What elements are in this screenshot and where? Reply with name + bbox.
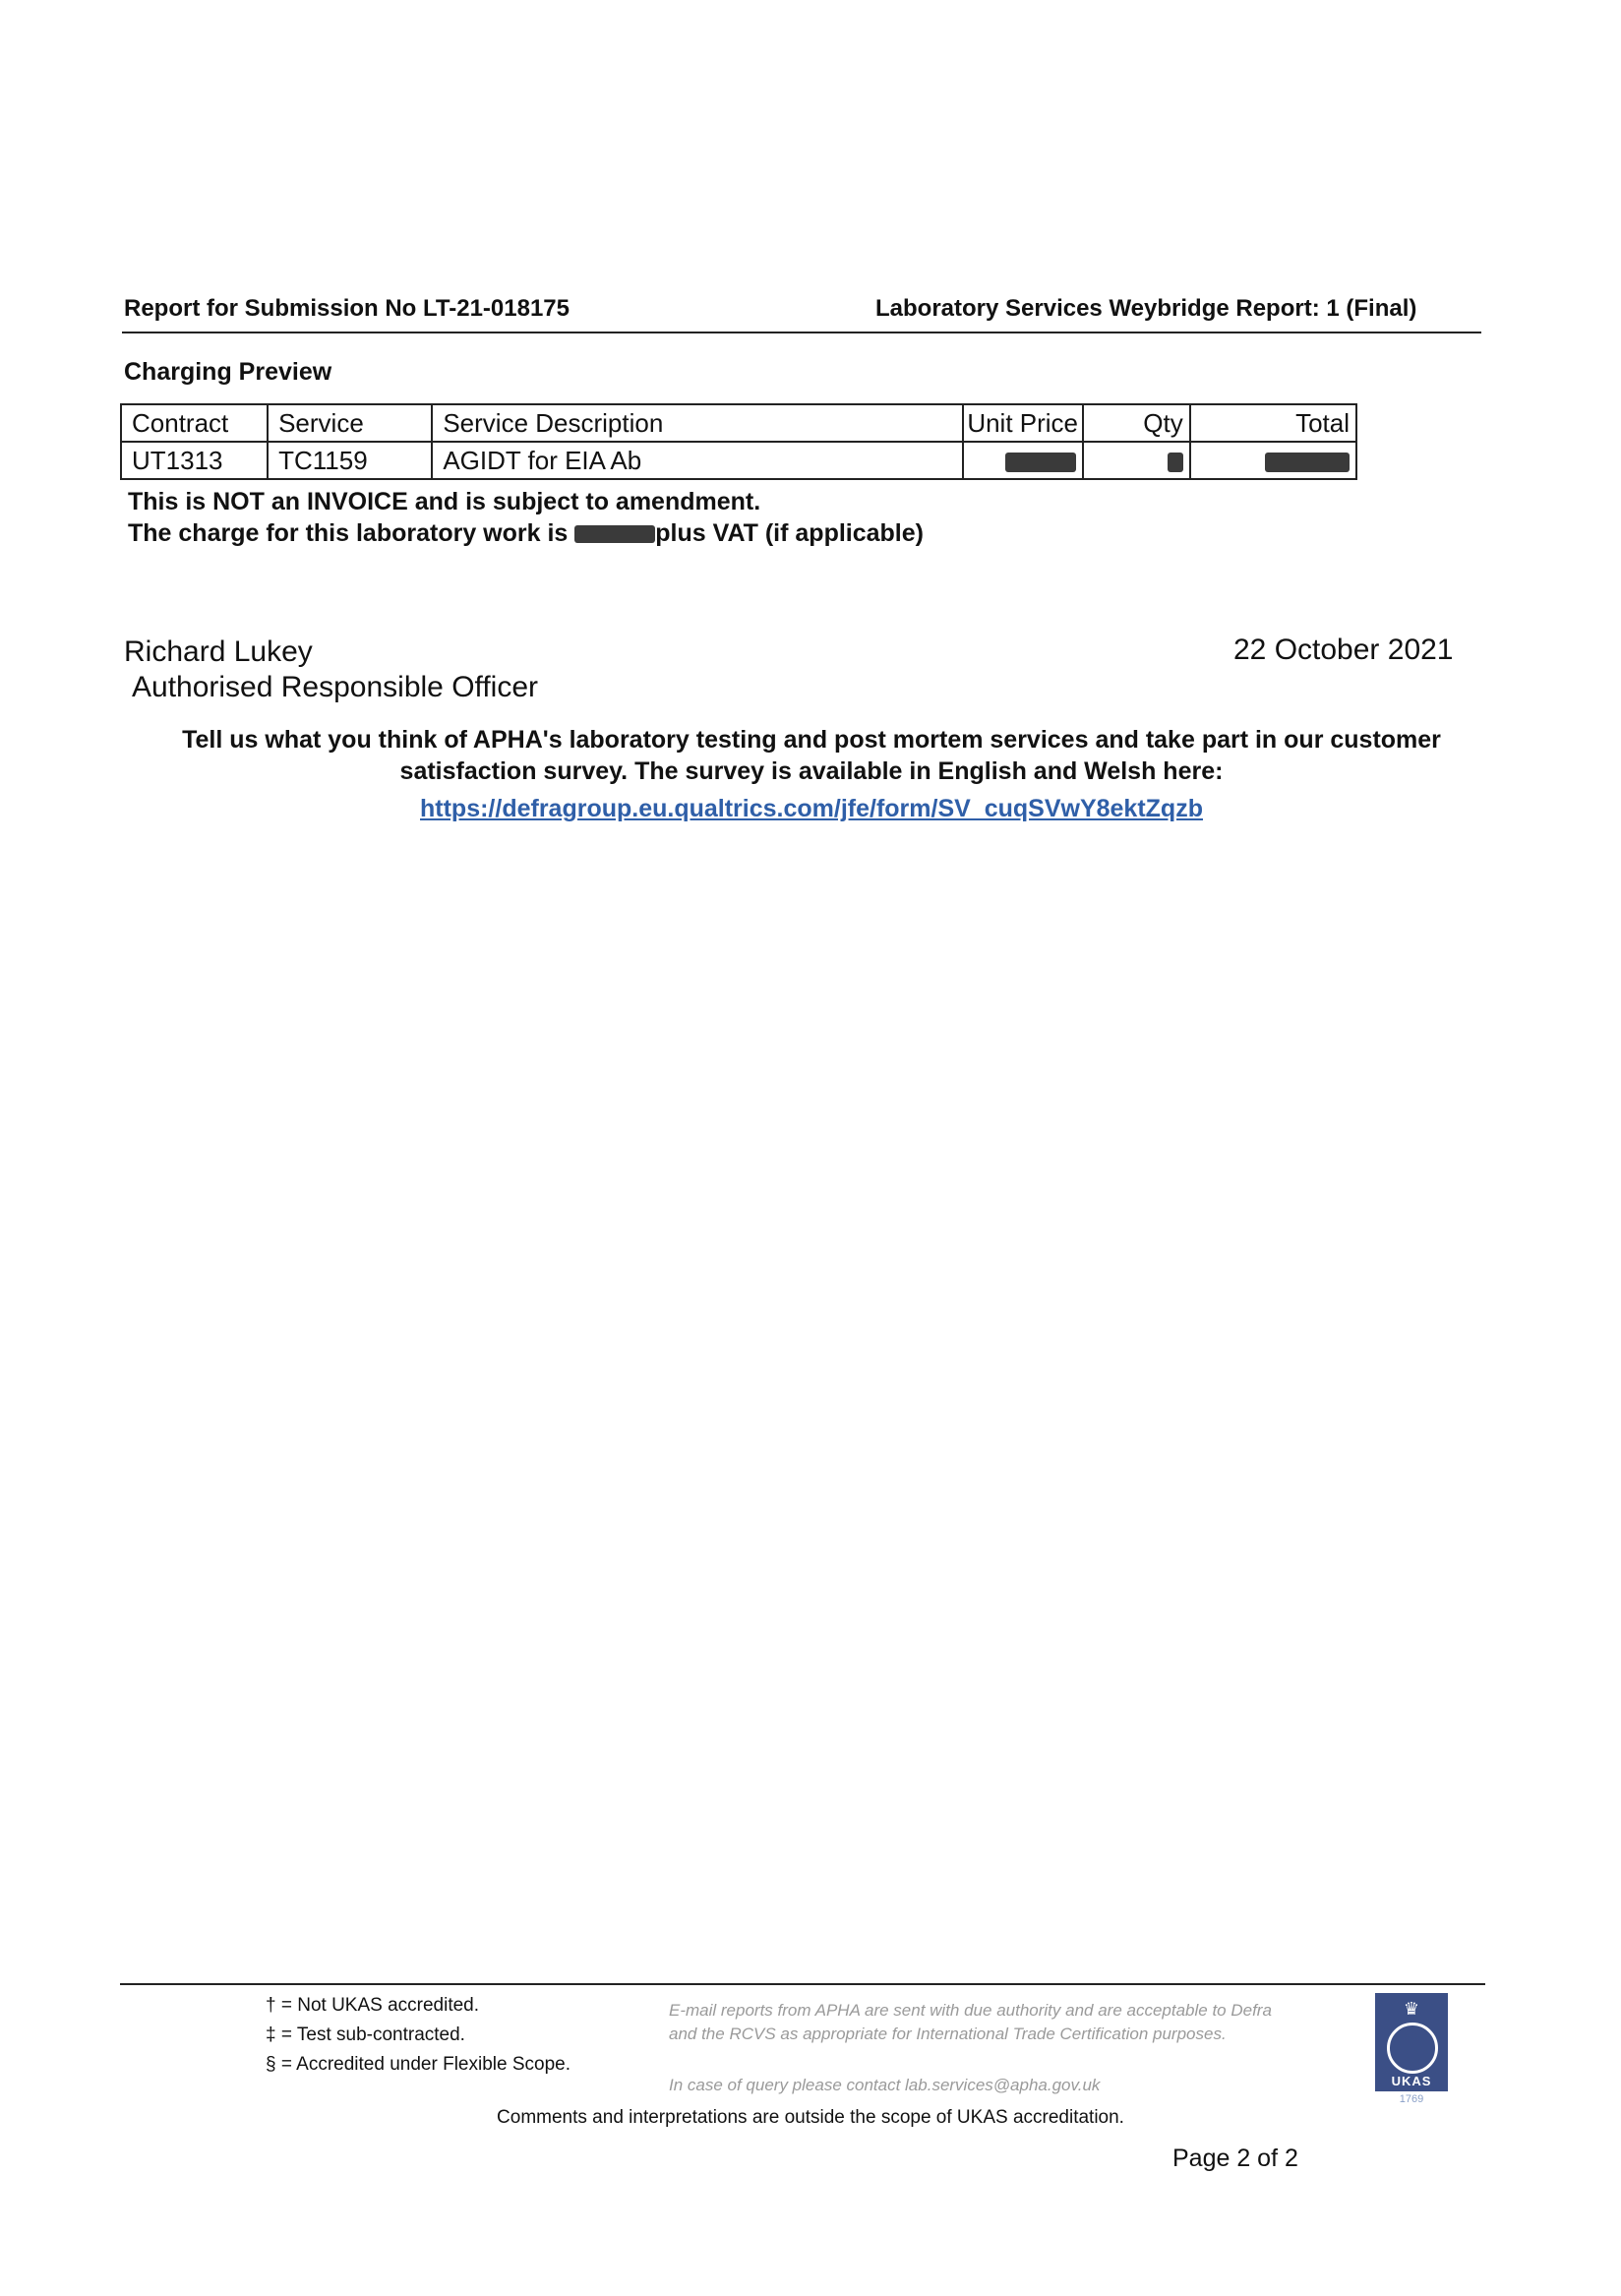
- col-total: Total: [1190, 404, 1356, 442]
- cell-service: TC1159: [268, 442, 432, 479]
- ukas-number: 1769: [1399, 2093, 1424, 2105]
- col-service: Service: [268, 404, 432, 442]
- report-submission-number: Report for Submission No LT-21-018175: [124, 295, 570, 322]
- charge-notice: [128, 519, 924, 548]
- charge-notice-prefix: The charge for this laboratory work is: [128, 519, 569, 547]
- survey-link[interactable]: https://defragroup.eu.qualtrics.com/jfe/form/SV_cuqSVwY8ektZqzb: [420, 795, 1203, 822]
- cell-description: AGIDT for EIA Ab: [432, 442, 963, 479]
- lab-report-title: Laboratory Services Weybridge Report: 1 (Final): [875, 295, 1417, 322]
- header-divider: [122, 332, 1481, 333]
- officer-name: Richard Lukey: [124, 635, 313, 668]
- ukas-ring-icon: [1387, 2023, 1438, 2074]
- ukas-logo-label: UKAS: [1391, 2074, 1432, 2088]
- col-qty: Qty: [1083, 404, 1190, 442]
- not-invoice-notice: This is NOT an INVOICE and is subject to amendment.: [128, 488, 761, 515]
- cell-unit-price-redacted: [963, 442, 1083, 479]
- officer-role: Authorised Responsible Officer: [132, 671, 538, 703]
- col-service-description: Service Description: [432, 404, 963, 442]
- survey-text-line1: Tell us what you think of APHA's laboratory testing and post mortem services and take part in our customer: [182, 726, 1441, 754]
- footer-divider: [120, 1983, 1485, 1985]
- charge-amount-redacted: [574, 525, 655, 543]
- crown-icon: ♛: [1403, 1999, 1420, 2019]
- legend-not-accredited: † = Not UKAS accredited.: [266, 1995, 480, 2016]
- legend-sub-contracted: ‡ = Test sub-contracted.: [266, 2024, 465, 2045]
- cell-contract: UT1313: [121, 442, 268, 479]
- charge-notice-suffix: plus VAT (if applicable): [655, 519, 924, 547]
- table-header-row: [121, 404, 1356, 442]
- email-authority-note: E-mail reports from APHA are sent with due authority and are acceptable to Defra and the RCVS as appropriate for International Trade Certification purposes.: [669, 2001, 1272, 2043]
- report-date: 22 October 2021: [1233, 634, 1454, 666]
- col-unit-price: Unit Price: [963, 404, 1083, 442]
- scope-note: Comments and interpretations are outside the scope of UKAS accreditation.: [497, 2107, 1124, 2128]
- query-contact-note: In case of query please contact lab.services@apha.gov.uk: [669, 2076, 1101, 2094]
- ukas-logo: [1375, 1993, 1448, 2091]
- page-number: Page 2 of 2: [1172, 2145, 1298, 2172]
- col-contract: Contract: [121, 404, 268, 442]
- survey-text-line2: satisfaction survey. The survey is available in English and Welsh here:: [399, 757, 1224, 785]
- cell-qty-redacted: [1083, 442, 1190, 479]
- cell-total-redacted: [1190, 442, 1356, 479]
- charging-table: [120, 403, 1357, 480]
- legend-flexible-scope: § = Accredited under Flexible Scope.: [266, 2054, 570, 2075]
- table-row: [121, 442, 1356, 479]
- charging-preview-title: Charging Preview: [124, 358, 332, 386]
